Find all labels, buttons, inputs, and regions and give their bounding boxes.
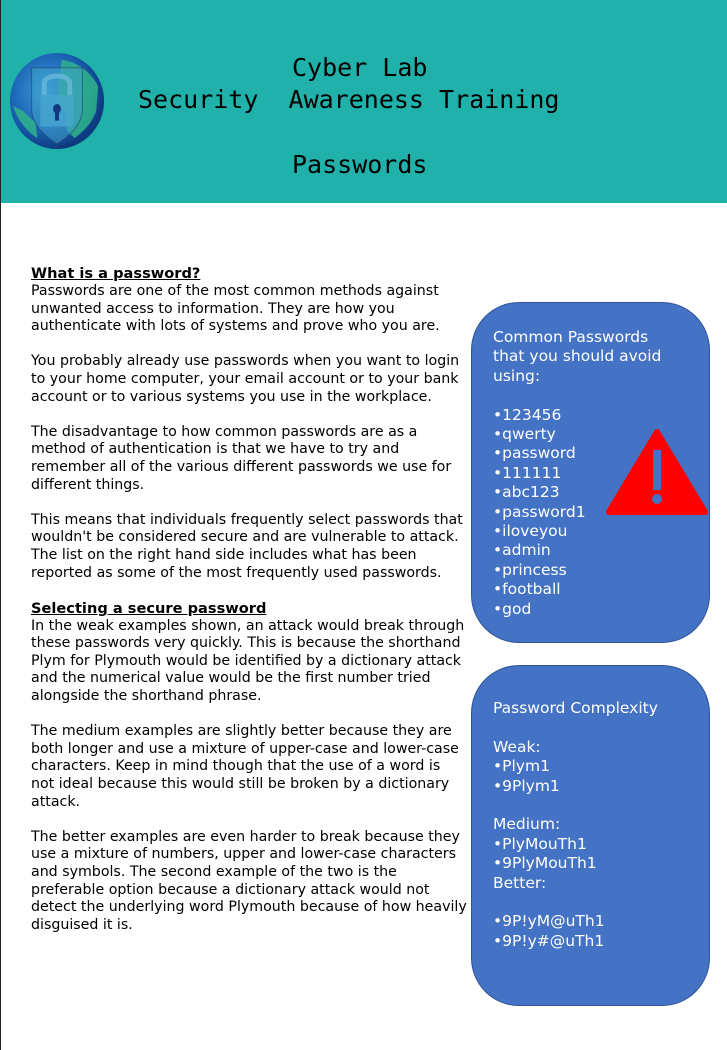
list-item: •princess [493,560,567,579]
header-title-line1: Cyber Lab [292,53,428,82]
list-item: •9P!yM@uTh1 [493,912,605,931]
list-item: •password [493,444,576,463]
panel-title-line: Common Passwords [493,328,649,346]
list-item: •football [493,580,561,599]
list-item: •Plym1 [493,757,550,776]
paragraph: The better examples are even harder to break because they use a mixture of numbers, upper and lower-case characters and symbols. The second example of the two is the preferable option because a dictionary attack would not detect the underlying word Plymouth because of how heavily disguised it is. [31,828,467,933]
paragraph: You probably already use passwords when you want to login to your home computer, your email account or to your bank account or to various systems you use in the workplace. [31,353,460,405]
panel-title-line: that you should avoid [493,347,662,366]
list-item: •123456 [493,405,562,424]
better-label: Better: [493,873,547,892]
weak-label: Weak: [493,737,541,756]
main-content [31,265,467,952]
paragraph: This means that individuals frequently select passwords that wouldn't be considered secure and are vulnerable to attack. The list on the right hand side includes what has been reported as some of the most frequently used passwords. [31,511,463,581]
heading-what-is-password: What is a password? [31,265,201,282]
list-item: •god [493,599,532,618]
list-item: •PlyMouTh1 [493,834,587,853]
list-item: •iloveyou [493,522,568,541]
list-item: •9P!y#@uTh1 [493,931,605,950]
paragraph: In the weak examples shown, an attack would break through these passwords very quickly. This is because the shorthand Plym for Plymouth would be identified by a dictionary attack and the numerical value would be the first number tried alongside the shorthand phrase. [31,617,465,705]
list-item: •9Plym1 [493,776,560,795]
list-item: •abc123 [493,483,560,502]
heading-selecting-secure-password: Selecting a secure password [31,599,267,617]
list-item: •111111 [493,463,562,482]
header-title-line2: Security Awareness Training [138,85,560,114]
paragraph: The disadvantage to how common passwords are as a method of authentication is that we have to try and remember all of the various different passwords we use for different things. [31,423,452,493]
list-item: •qwerty [493,425,556,444]
medium-label: Medium: [493,815,561,834]
list-item: •9PlyMouTh1 [493,854,597,873]
list-item: •admin [493,541,551,560]
paragraph: The medium examples are slightly better because they are both longer and use a mixture of upper-case and lower-case characters. Keep in mind though that the use of a word is not ideal because this would still be broken by a dictionary attack. [31,723,459,810]
list-item: •password1 [493,502,586,521]
panel-title-line: using: [493,366,541,385]
header-title-passwords: Passwords [292,150,428,179]
password-complexity-panel [471,665,710,1006]
warning-triangle-icon [606,428,708,518]
panel-title: Password Complexity [493,699,658,717]
paragraph: Passwords are one of the most common methods against unwanted access to information. They are how you authenticate with lots of systems and prove who you are. [31,283,440,335]
globe-shield-lock-icon [8,52,106,150]
